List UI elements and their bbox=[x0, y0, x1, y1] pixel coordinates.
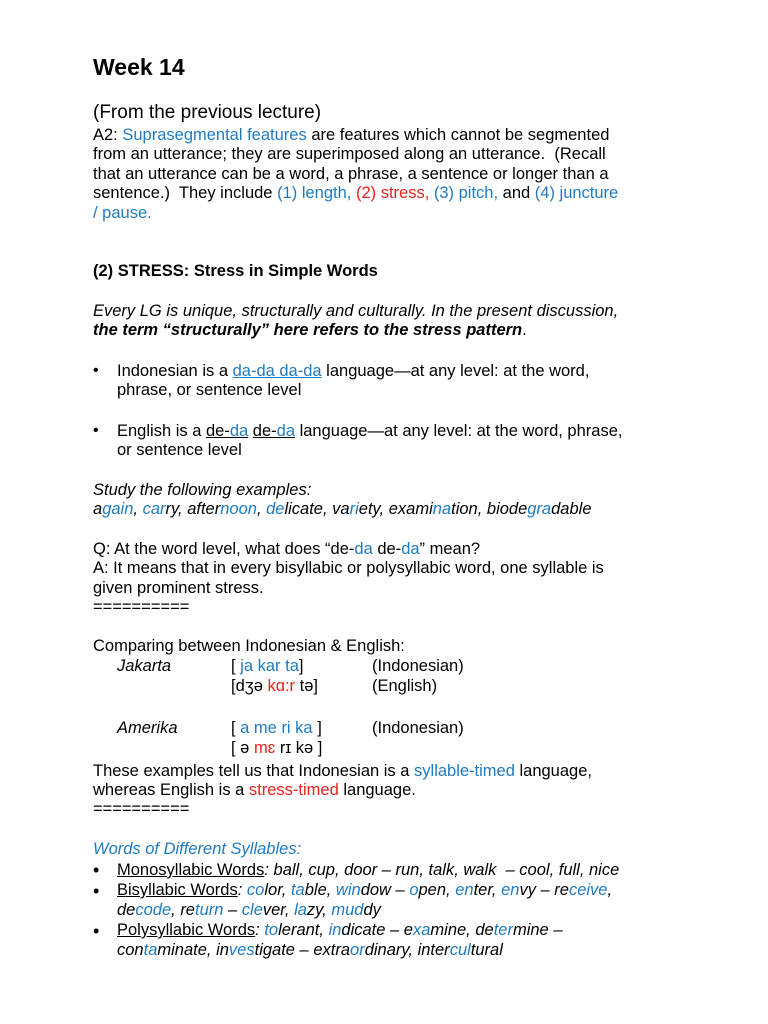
feature-length: (1) length, bbox=[277, 184, 352, 202]
example-word-4: variety, bbox=[332, 500, 389, 518]
suprasegmental-term: Suprasegmental features bbox=[122, 126, 307, 144]
compare-heading: Comparing between Indonesian & English: bbox=[93, 637, 405, 655]
bisyllabic-word-3: window – bbox=[335, 881, 410, 899]
polysyllabic-word-1: tolerant, bbox=[264, 921, 329, 939]
polysyllabic-word-2: indicate – bbox=[328, 921, 404, 939]
bullet-dot: • bbox=[93, 362, 99, 379]
word-jakarta: Jakarta bbox=[117, 657, 172, 675]
da-da-pattern: da-da da-da bbox=[232, 362, 322, 380]
subtitle: (From the previous lecture) bbox=[93, 102, 322, 123]
polysyllabic-word-4: determine – bbox=[475, 921, 563, 939]
bisyllabic-word-7: receive, bbox=[554, 881, 613, 899]
monosyllabic-line: Monosyllabic Words: ball, cup, door – run, talk, walk – cool, full, nice bbox=[117, 861, 620, 879]
answer-line-2: given prominent stress. bbox=[93, 579, 264, 597]
bisyllabic-word-4: open, bbox=[409, 881, 456, 899]
page-title: Week 14 bbox=[93, 54, 185, 80]
example-word-2: afternoon, bbox=[187, 500, 267, 518]
conclusion-line-1: These examples tell us that Indonesian is a syllable-timed language, bbox=[93, 762, 592, 780]
amerika-english: [ ə mɛ rɪ kə ] bbox=[231, 739, 323, 757]
example-word-3: delicate, bbox=[266, 500, 333, 518]
bisyllabic-word-b-3: lazy, bbox=[294, 901, 332, 919]
feature-juncture: (4) juncture bbox=[534, 184, 619, 202]
bisyllabic-word-b-4: muddy bbox=[331, 901, 381, 919]
bisyllabic-line-2 bbox=[117, 901, 381, 920]
intro-line-2: the term “structurally” here refers to the stress pattern. bbox=[93, 321, 527, 339]
example-word-1: carry, bbox=[142, 500, 188, 518]
conclusion-line-2: whereas English is a stress-timed language. bbox=[93, 781, 416, 799]
stress-timed-term: stress-timed bbox=[248, 781, 339, 799]
indonesian-bullet-line-2: phrase, or sentence level bbox=[117, 381, 302, 399]
bullet-dot: • bbox=[93, 422, 99, 439]
label-indonesian-2: (Indonesian) bbox=[372, 719, 464, 737]
bisyllabic-line-1: Bisyllabic Words: color, table, window – open, enter, envy – receive, bbox=[117, 881, 613, 899]
example-word-5: examination, bbox=[388, 500, 487, 518]
de-da-pattern: de-da bbox=[205, 422, 249, 440]
separator: ========== bbox=[93, 598, 190, 616]
bisyllabic-word-b-1: return – bbox=[180, 901, 242, 919]
label-indonesian: (Indonesian) bbox=[372, 657, 464, 675]
english-bullet-line-2: or sentence level bbox=[117, 441, 242, 459]
english-bullet-line-1: English is a de-da de-da language—at any level: at the word, phrase, bbox=[117, 422, 623, 440]
bisyllabic-word-6: envy – bbox=[501, 881, 555, 899]
feature-pitch: (3) pitch, bbox=[429, 184, 499, 202]
jakarta-indonesian: [ ja kar ta] bbox=[231, 657, 304, 675]
a2-line-3: that an utterance can be a word, a phrase, a sentence or longer than a bbox=[93, 165, 609, 183]
bisyllabic-word-1: color, bbox=[246, 881, 291, 899]
feature-stress: (2) stress, bbox=[351, 184, 430, 202]
bisyllabic-word-5: enter, bbox=[455, 881, 502, 899]
bullet-dot: • bbox=[93, 860, 100, 880]
polysyllabic-line-2 bbox=[117, 941, 503, 960]
polysyllabic-word-b-3: intercultural bbox=[417, 941, 503, 959]
polysyllabic-word-b-0: contaminate, bbox=[117, 941, 217, 959]
bisyllabic-word-b-0: decode, bbox=[117, 901, 181, 919]
a2-line-1: A2: Suprasegmental features are features which cannot be segmented bbox=[93, 126, 610, 144]
answer-line-1: A: It means that in every bisyllabic or polysyllabic word, one syllable is bbox=[93, 559, 604, 577]
syllables-heading: Words of Different Syllables: bbox=[93, 840, 302, 858]
polysyllabic-word-0: : bbox=[255, 921, 260, 939]
syllable-timed-term: syllable-timed bbox=[414, 762, 515, 780]
amerika-indonesian: [ a me ri ka ] bbox=[231, 719, 322, 737]
bullet-dot: • bbox=[93, 921, 100, 941]
polysyllabic-word-b-2: extraordinary, bbox=[313, 941, 418, 959]
question: Q: At the word level, what does “de-da de-da” mean? bbox=[93, 540, 481, 558]
bisyllabic-word-0: : bbox=[237, 881, 243, 899]
bisyllabic-word-b-2: clever, bbox=[241, 901, 295, 919]
separator-2: ========== bbox=[93, 800, 190, 818]
jakarta-english: [dʒə kɑ:r tə] bbox=[231, 677, 318, 695]
polysyllabic-line-1: Polysyllabic Words: tolerant, indicate – examine, determine – bbox=[117, 921, 563, 939]
bullet-dot: • bbox=[93, 881, 100, 901]
bisyllabic-word-2: table, bbox=[290, 881, 336, 899]
a2-line-2: from an utterance; they are superimposed along an utterance. (Recall bbox=[93, 145, 606, 163]
word-amerika: Amerika bbox=[117, 719, 178, 737]
a2-line-5: / pause. bbox=[93, 204, 152, 222]
example-word-6: biodegradable bbox=[486, 500, 592, 518]
polysyllabic-word-3: examine, bbox=[403, 921, 476, 939]
study-heading: Study the following examples: bbox=[93, 481, 312, 499]
stress-heading: (2) STRESS: Stress in Simple Words bbox=[93, 262, 378, 280]
a2-line-4: sentence.) They include (1) length, (2) stress, (3) pitch, and (4) juncture bbox=[93, 184, 619, 202]
indonesian-bullet-line-1: Indonesian is a da-da da-da language—at any level: at the word, bbox=[117, 362, 590, 380]
example-word-0: again, bbox=[93, 500, 143, 518]
intro-line-1: Every LG is unique, structurally and culturally. In the present discussion, bbox=[93, 302, 619, 320]
polysyllabic-word-b-1: investigate – bbox=[216, 941, 314, 959]
study-examples bbox=[93, 500, 592, 519]
label-english: (English) bbox=[372, 677, 438, 695]
